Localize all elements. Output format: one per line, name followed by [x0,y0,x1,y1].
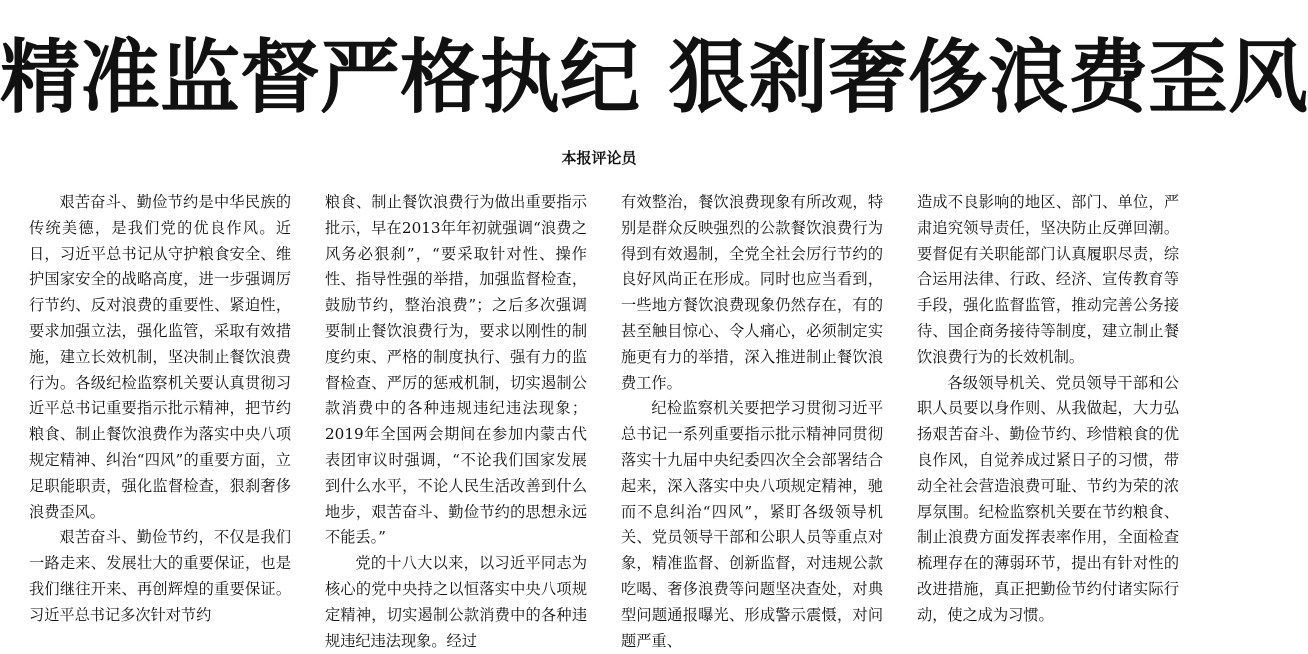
column-2 [325,190,587,650]
article-body [29,190,1179,650]
paragraph: 有效整治，餐饮浪费现象有所改观，特别是群众反映强烈的公款餐饮浪费行为得到有效遏制，全党全社会厉行节约的良好风尚正在形成。同时也应当看到，一些地方餐饮浪费现象仍然存在，有的甚至触目惊心、令人痛心，必须制定实施更有力的举措，深入推进制止餐饮浪费工作。 [621,193,883,392]
paragraph: 艰苦奋斗、勤俭节约是中华民族的传统美德，是我们党的优良作风。近日，习近平总书记从守护粮食安全、维护国家安全的战略高度，进一步强调厉行节约、反对浪费的重要性、紧迫性，要求加强立法，强化监管，采取有效措施，建立长效机制，坚决制止餐饮浪费行为。各级纪检监察机关要认真贯彻习近平总书记重要指示批示精神，把节约粮食、制止餐饮浪费作为落实中央八项规定精神、纠治“四风”的重要方面，立足职能职责，强化监督检查，狠刹奢侈浪费歪风。 [29,193,291,521]
headline-part-1: 精准监督严格执纪 [0,31,640,124]
paragraph: 各级领导机关、党员领导干部和公职人员要以身作则、从我做起，大力弘扬艰苦奋斗、勤俭节约、珍惜粮食的优良作风，自觉养成过紧日子的习惯，带动全社会营造浪费可耻、节约为荣的浓厚氛围。纪检监察机关要在节约粮食、制止浪费方面发挥表率作用，全面检查梳理存在的薄弱环节，提出有针对性的改进措施，真正把勤俭节约付诸实际行动，使之成为习惯。 [917,373,1179,624]
paragraph: 造成不良影响的地区、部门、单位，严肃追究领导责任，坚决防止反弹回潮。要督促有关职能部门认真履职尽责，综合运用法律、行政、经济、宣传教育等手段，强化监督监管，推动完善公务接待、国企商务接待等制度，建立制止餐饮浪费行为的长效机制。 [917,193,1179,366]
headline-part-2: 狠刹奢侈浪费歪风 [668,31,1308,124]
paragraph: 纪检监察机关要把学习贯彻习近平总书记一系列重要指示批示精神同贯彻落实十九届中央纪委四次全会部署结合起来，深入落实中央八项规定精神，驰而不息纠治“四风”，紧盯各级领导机关、党员领导干部和公职人员等重点对象，精准监督、创新监督，对违规公款吃喝、奢侈浪费等问题坚决查处，对典型问题通报曝光、形成警示震慑，对问题严重、 [621,399,883,650]
column-4 [917,190,1179,624]
paragraph: 粮食、制止餐饮浪费行为做出重要指示批示，早在2013年年初就强调“浪费之风务必狠刹”，“要采取针对性、操作性、指导性强的举措，加强监督检查，鼓励节约，整治浪费”；之后多次强调要制止餐饮浪费行为，要求以刚性的制度约束、严格的制度执行、强有力的监督检查、严厉的惩戒机制，切实遏制公款消费中的各种违规违纪违法现象；2019年全国两会期间在参加内蒙古代表团审议时强调，“不论我们国家发展到什么水平，不论人民生活改善到什么地步，艰苦奋斗、勤俭节约的思想永远不能丢。” [325,193,587,547]
column-1 [29,190,291,624]
headline [0,22,1308,134]
paragraph: 党的十八大以来，以习近平同志为核心的党中央持之以恒落实中央八项规定精神，切实遏制公款消费中的各种违规违纪违法现象。经过 [325,554,587,650]
column-3 [621,190,883,650]
byline: 本报评论员 [561,149,637,167]
paragraph: 艰苦奋斗、勤俭节约，不仅是我们一路走来、发展壮大的重要保证，也是我们继往开来、再创辉煌的重要保证。习近平总书记多次针对节约 [29,528,291,624]
